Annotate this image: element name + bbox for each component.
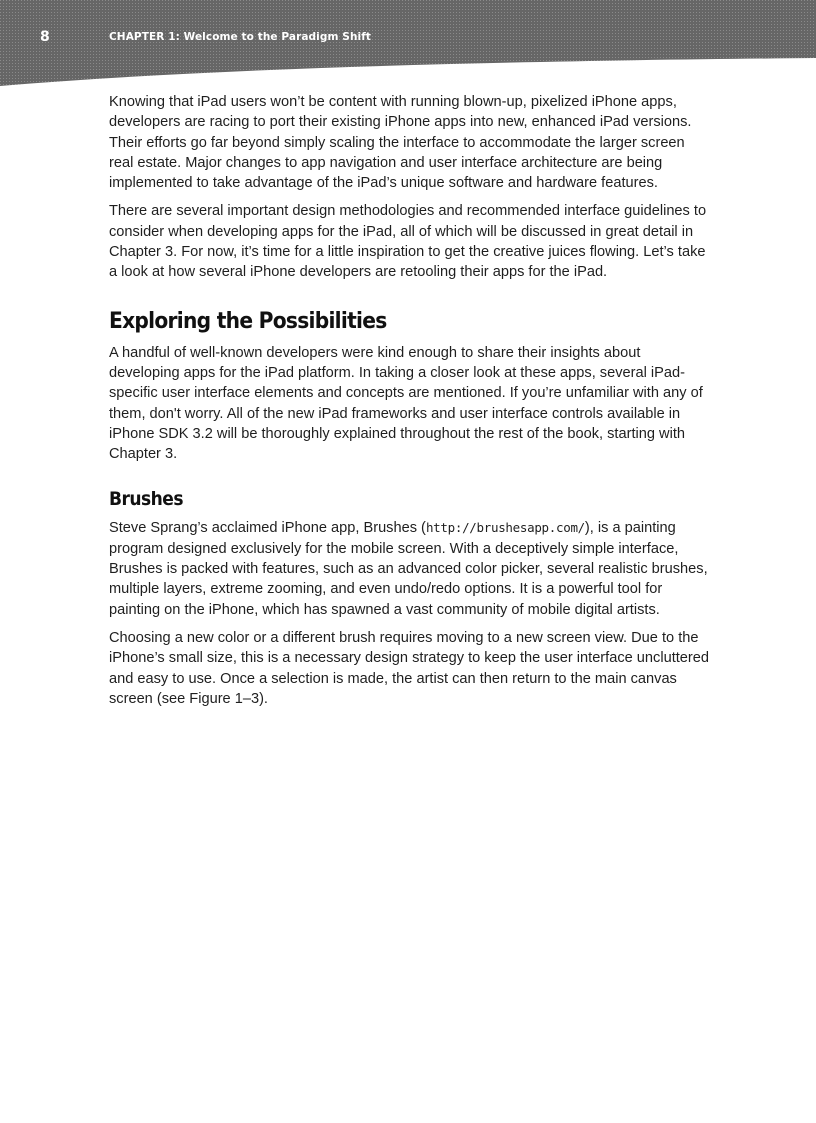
paragraph-color-brush: Choosing a new color or a different brush requires moving to a new screen view. Due to the iPhone’s small size, this is a necessary design strategy to keep the user interface uncluttered and easy to use. Once a selection is made, the artist can then return to the main canvas screen (see Figure 1–3). (109, 629, 710, 707)
header-band-shape (0, 0, 816, 86)
page-header (0, 0, 816, 90)
paragraph-brushes (109, 518, 709, 619)
brushes-text-start: Steve Sprang’s acclaimed iPhone app, Brushes ( (109, 520, 426, 537)
page-number: 8 (40, 29, 51, 45)
brushes-text-end: ), is a painting program designed exclusively for the mobile screen. With a deceptively simple interface, Brushes is packed with features, such as an advanced color picker, several realistic brushes, multiple layers, extreme zooming, and even undo/redo options. It is a powerful tool for painting on the iPhone, which has spawned a vast community of mobile digital artists. (109, 520, 708, 618)
section-heading: Exploring the Possibilities (109, 308, 387, 334)
brushes-url: http://brushesapp.com/ (425, 520, 585, 536)
running-head: CHAPTER 1: Welcome to the Paradigm Shift (109, 31, 372, 43)
page-body (109, 92, 709, 717)
subsection-heading: Brushes (109, 488, 183, 511)
header-band (0, 0, 816, 90)
paragraph-possibilities: A handful of well-known developers were kind enough to share their insights about developing apps for the iPad platform. In taking a closer look at these apps, several iPad-specific user interface elements and concepts are mentioned. If you’re unfamiliar with any of them, don't worry. All of the new iPad frameworks and user interface controls available in iPhone SDK 3.2 will be thoroughly explained throughout the rest of the book, starting with Chapter 3. (109, 344, 703, 463)
paragraph-intro: Knowing that iPad users won’t be content with running blown-up, pixelized iPhone apps, developers are racing to port their existing iPhone apps into new, enhanced iPad versions. Their efforts go far beyond simply scaling the interface to accommodate the larger screen real estate. Major changes to app navigation and user interface architecture are being implemented to take advantage of the iPad’s unique software and hardware features. (109, 94, 692, 192)
paragraph-guidelines: There are several important design methodologies and recommended interface guidelines to consider when developing apps for the iPad, all of which will be discussed in great detail in Chapter 3. For now, it’s time for a little inspiration to get the creative juices flowing. Let’s take a look at how several iPhone developers are retooling their apps for the iPad. (109, 203, 707, 281)
